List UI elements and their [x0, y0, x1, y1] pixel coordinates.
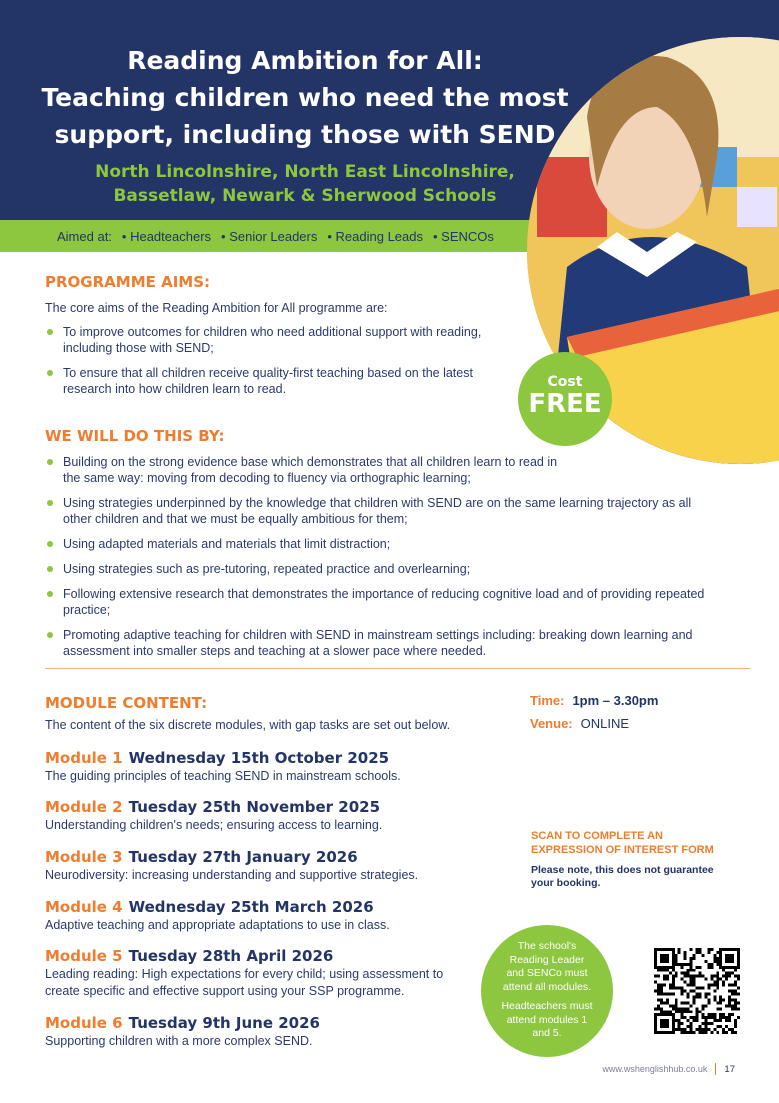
time-detail — [530, 693, 658, 708]
qr-code-icon[interactable] — [654, 948, 740, 1034]
footer-separator — [715, 1063, 716, 1075]
list-item — [45, 536, 750, 552]
module-description: Supporting children with a more complex SEND. — [45, 1034, 313, 1048]
subtitle-line: Bassetlaw, Newark & Sherwood Schools — [113, 186, 497, 206]
module-1 — [45, 748, 485, 785]
scan-heading: SCAN TO COMPLETE AN EXPRESSION OF INTEREST FORM — [531, 830, 714, 856]
bullet-dot-icon — [47, 566, 53, 572]
list-item-text: Using adapted materials and materials that limit distraction; — [63, 537, 391, 551]
bullet-dot-icon — [47, 500, 53, 506]
will-do-list — [45, 454, 750, 668]
will-do-heading: WE WILL DO THIS BY: — [45, 427, 225, 445]
module-2 — [45, 797, 485, 834]
list-item — [45, 324, 495, 356]
bullet-dot-icon — [47, 329, 53, 335]
cost-badge — [518, 352, 612, 446]
module-number: Module 2 — [45, 798, 123, 816]
module-date: Tuesday 25th November 2025 — [128, 798, 381, 816]
module-description: Adaptive teaching and appropriate adaptations to use in class. — [45, 918, 390, 932]
list-item — [45, 561, 750, 577]
list-item — [45, 627, 750, 659]
cost-label: Cost — [547, 374, 583, 390]
module-3 — [45, 847, 485, 884]
bullet-dot-icon — [47, 541, 53, 547]
list-item-text: Using strategies such as pre-tutoring, repeated practice and overlearning; — [63, 562, 471, 576]
module-description: The guiding principles of teaching SEND in mainstream schools. — [45, 769, 401, 783]
section-divider — [45, 668, 750, 669]
qr-code-graphic — [654, 948, 740, 1034]
module-content-heading: MODULE CONTENT: — [45, 694, 208, 712]
subtitle-line: North Lincolnshire, North East Lincolnshire, — [95, 162, 515, 182]
module-date: Wednesday 25th March 2026 — [128, 898, 374, 916]
list-item — [45, 495, 750, 527]
venue-value: ONLINE — [580, 716, 630, 731]
footer-url[interactable]: www.wshenglishhub.co.uk — [602, 1064, 708, 1074]
module-date: Tuesday 9th June 2026 — [128, 1014, 320, 1032]
time-value: 1pm – 3.30pm — [572, 693, 659, 708]
audience-item: • Reading Leads — [327, 228, 423, 244]
module-content-intro: The content of the six discrete modules, with gap tasks are set out below. — [45, 718, 451, 732]
bullet-dot-icon — [47, 632, 53, 638]
module-description: Neurodiversity: increasing understanding and supportive strategies. — [45, 868, 419, 882]
module-number: Module 5 — [45, 947, 123, 965]
cost-value: FREE — [528, 389, 602, 419]
list-item — [45, 586, 750, 618]
regions-subtitle — [20, 160, 590, 208]
module-number: Module 3 — [45, 848, 123, 866]
list-item-text: To ensure that all children receive quality-first teaching based on the latest research into how children learn to read. — [63, 366, 473, 396]
page-footer — [602, 1063, 735, 1075]
list-item-text: Following extensive research that demonstrates the importance of reducing cognitive load and of providing repeated practice; — [63, 587, 705, 617]
programme-aims-heading: PROGRAMME AIMS: — [45, 273, 211, 291]
aimed-at-label: Aimed at: — [57, 228, 112, 244]
audience-item: • SENCOs — [433, 228, 494, 244]
module-number: Module 1 — [45, 749, 123, 767]
programme-aims-list — [45, 324, 495, 406]
module-date: Tuesday 27th January 2026 — [128, 848, 358, 866]
venue-detail — [530, 716, 629, 731]
requirement-line: Headteachers must attend modules 1 and 5. — [501, 1000, 593, 1039]
bullet-dot-icon — [47, 459, 53, 465]
list-item-text: Using strategies underpinned by the knowledge that children with SEND are on the same learning trajectory as all other children and that we must be equally ambitious for them; — [63, 496, 692, 526]
title-line: Teaching children who need the most — [41, 83, 569, 112]
time-label: Time: — [530, 693, 565, 708]
module-number: Module 4 — [45, 898, 123, 916]
audience-item: • Senior Leaders — [221, 228, 318, 244]
title-line: Reading Ambition for All: — [127, 46, 483, 75]
attendance-requirement-badge — [481, 925, 613, 1057]
bullet-dot-icon — [47, 370, 53, 376]
module-date: Tuesday 28th April 2026 — [128, 947, 334, 965]
list-item-text: Promoting adaptive teaching for children with SEND in mainstream settings including: breaking down learning and assessment into smaller steps and teaching at a slower pace where needed. — [63, 628, 693, 658]
module-description: Understanding children's needs; ensuring access to learning. — [45, 818, 383, 832]
bullet-dot-icon — [47, 591, 53, 597]
module-5 — [45, 946, 445, 1000]
programme-aims-intro: The core aims of the Reading Ambition for All programme are: — [45, 301, 388, 315]
audience-item: • Headteachers — [121, 228, 212, 244]
title-line: support, including those with SEND — [54, 120, 556, 149]
list-item — [45, 365, 495, 397]
venue-label: Venue: — [530, 716, 573, 731]
list-item-text: To improve outcomes for children who need additional support with reading, including those with SEND; — [63, 325, 482, 355]
page-title — [20, 42, 590, 153]
module-description: Leading reading: High expectations for every child; using assessment to create specific and effective support using your SSP programme. — [45, 967, 444, 998]
booking-note: Please note, this does not guarantee your booking. — [531, 864, 714, 889]
page-number: 17 — [724, 1063, 735, 1075]
module-4 — [45, 897, 485, 934]
requirement-line: The school's Reading Leader and SENCo must attend all modules. — [502, 940, 592, 993]
list-item — [45, 454, 750, 486]
aimed-at-bar — [0, 220, 560, 252]
module-number: Module 6 — [45, 1014, 123, 1032]
module-date: Wednesday 15th October 2025 — [128, 749, 390, 767]
module-6 — [45, 1013, 485, 1050]
list-item-text: Building on the strong evidence base which demonstrates that all children learn to read in the same way: moving from decoding to fluency via orthographic learning; — [63, 455, 558, 485]
